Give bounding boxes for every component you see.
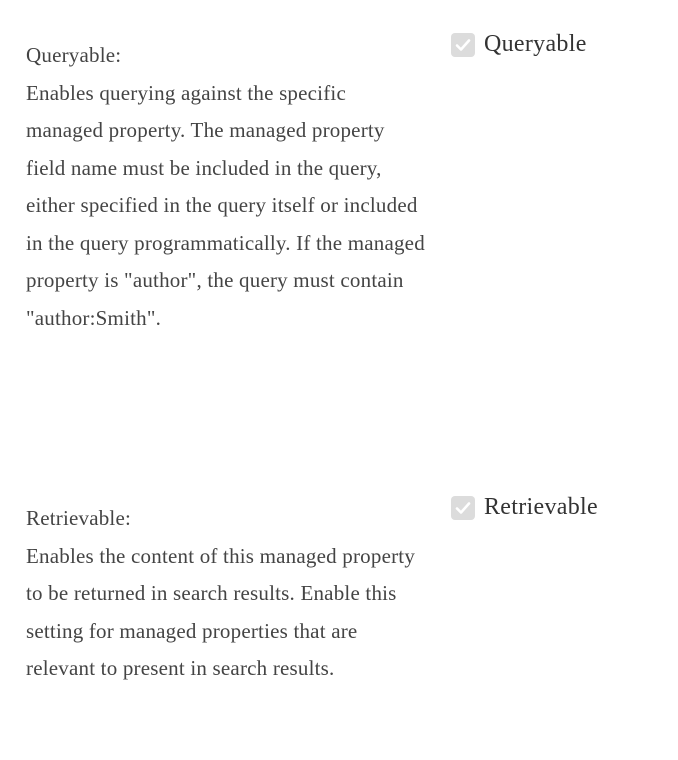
- queryable-checkbox-row[interactable]: [451, 31, 587, 58]
- queryable-heading: Queryable:: [26, 43, 122, 67]
- queryable-description: Enables querying against the specific managed property. The managed property field name must be included in the query, either specified in the query itself or included in the query programmatically. If the managed property is "author", the query must contain "author:Smith".: [26, 80, 425, 330]
- retrievable-checkbox[interactable]: [451, 496, 475, 520]
- retrievable-description: Enables the content of this managed property to be returned in search results. Enable this setting for managed properties that are relevant to present in search results.: [26, 543, 416, 680]
- retrievable-heading: Retrievable:: [26, 506, 132, 530]
- queryable-checkbox[interactable]: [451, 33, 475, 57]
- retrievable-description-block: [26, 500, 426, 688]
- retrievable-checkbox-row[interactable]: [451, 494, 598, 521]
- queryable-description-block: [26, 37, 426, 337]
- checkmark-icon: [454, 36, 472, 54]
- retrievable-checkbox-label[interactable]: Retrievable: [484, 494, 598, 520]
- checkmark-icon: [454, 499, 472, 517]
- queryable-checkbox-label[interactable]: Queryable: [484, 31, 587, 57]
